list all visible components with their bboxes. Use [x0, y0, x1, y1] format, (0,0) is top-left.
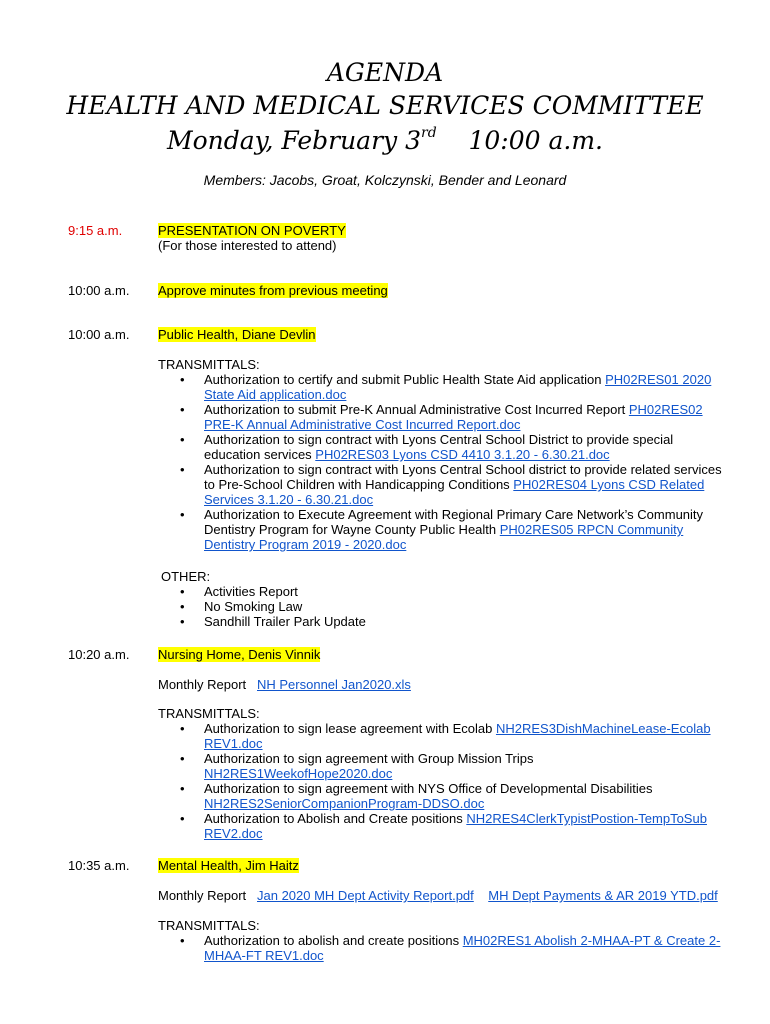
transmittal-item: • Authorization to sign agreement with Group Mission Trips NH2RES1WeekofHope2020.doc [158, 751, 728, 781]
agenda-item-poverty [158, 223, 728, 253]
committee-title: HEALTH AND MEDICAL SERVICES COMMITTEE [66, 91, 704, 120]
mental-health-transmittals [158, 918, 728, 963]
meeting-time: 10:00 a.m. [468, 126, 603, 155]
transmittal-item: • Authorization to abolish and create positions MH02RES1 Abolish 2-MHAA-PT & Create 2-MHAA-FT REV1.doc [158, 933, 728, 963]
document-link[interactable]: NH2RES4ClerkTypistPostion-TempToSub REV2.doc [204, 811, 707, 841]
meeting-date: Monday, February 3 [167, 126, 422, 155]
nursing-home-monthly-report [158, 677, 728, 692]
item-time-nursing-home: 10:20 a.m. [68, 647, 130, 662]
nursing-home-transmittals [158, 706, 728, 841]
document-link[interactable]: PH02RES04 Lyons CSD Related Services 3.1.20 - 6.30.21.doc [204, 477, 705, 507]
item-time-public-health: 10:00 a.m. [68, 327, 130, 342]
transmittal-item: • Authorization to sign contract with Lyons Central School District to provide special education services PH02RES03 Lyons CSD 4410 3.1.20 - 6.30.21.doc [158, 432, 728, 462]
item-title-public-health: Public Health, Diane Devlin [158, 327, 316, 342]
other-item: • No Smoking Law [158, 599, 731, 614]
monthly-report-label: Monthly Report [158, 677, 257, 692]
document-link[interactable]: NH2RES1WeekofHope2020.doc [204, 766, 393, 781]
members-list: Members: Jacobs, Groat, Kolczynski, Bender and Leonard [203, 172, 567, 188]
document-link[interactable]: NH Personnel Jan2020.xls [257, 677, 411, 692]
agenda-item-public-health [158, 327, 728, 342]
transmittal-item: • Authorization to Abolish and Create positions NH2RES4ClerkTypistPostion-TempToSub REV2.doc [158, 811, 728, 841]
document-link[interactable]: PH02RES03 Lyons CSD 4410 3.1.20 - 6.30.21.doc [315, 447, 610, 462]
item-note-poverty: (For those interested to attend) [158, 238, 337, 253]
transmittal-item: • Authorization to sign agreement with NYS Office of Developmental Disabilities NH2RES2SeniorCompanionProgram-DDSO.doc [158, 781, 728, 811]
item-title-minutes: Approve minutes from previous meeting [158, 283, 388, 298]
document-link[interactable]: PH02RES01 2020 State Aid application.doc [204, 372, 712, 402]
agenda-item-minutes [158, 283, 728, 298]
document-link[interactable]: PH02RES02 PRE-K Annual Administrative Cost Incurred Report.doc [204, 402, 703, 432]
meeting-date-time [0, 124, 770, 158]
transmittal-item: • Authorization to certify and submit Public Health State Aid application PH02RES01 2020 State Aid application.doc [158, 372, 728, 402]
monthly-report-label: Monthly Report [158, 888, 257, 903]
document-link[interactable]: MH Dept Payments & AR 2019 YTD.pdf [488, 888, 718, 903]
agenda-item-nursing-home [158, 647, 728, 662]
transmittals-label: TRANSMITTALS: [158, 357, 260, 372]
transmittals-label: TRANSMITTALS: [158, 706, 260, 721]
transmittal-item: • Authorization to sign contract with Lyons Central School district to provide related services to Pre-School Children with Handicapping Conditions PH02RES04 Lyons CSD Related Services 3.1.20 - 6.30.21.doc [158, 462, 728, 507]
document-link[interactable]: NH2RES3DishMachineLease-Ecolab REV1.doc [204, 721, 711, 751]
document-link[interactable]: NH2RES2SeniorCompanionProgram-DDSO.doc [204, 796, 485, 811]
document-link[interactable]: Jan 2020 MH Dept Activity Report.pdf [257, 888, 474, 903]
document-link[interactable]: PH02RES05 RPCN Community Dentistry Program 2019 - 2020.doc [204, 522, 684, 552]
public-health-other [161, 569, 731, 629]
public-health-transmittals [158, 357, 728, 552]
transmittal-item: • Authorization to submit Pre-K Annual Administrative Cost Incurred Report PH02RES02 PRE-K Annual Administrative Cost Incurred Report.doc [158, 402, 728, 432]
agenda-title: AGENDA [326, 58, 444, 87]
document-link[interactable]: MH02RES1 Abolish 2-MHAA-PT & Create 2-MHAA-FT REV1.doc [204, 933, 721, 963]
agenda-item-mental-health [158, 858, 728, 873]
other-label: OTHER: [161, 569, 211, 584]
date-suffix: rd [421, 125, 437, 141]
transmittals-label: TRANSMITTALS: [158, 918, 260, 933]
item-title-nursing-home: Nursing Home, Denis Vinnik [158, 647, 321, 662]
transmittal-item: • Authorization to Execute Agreement with Regional Primary Care Network’s Community Dentistry Program for Wayne County Public Health PH02RES05 RPCN Community Dentistry Program 2019 - 2020.doc [158, 507, 728, 552]
item-title-poverty: PRESENTATION ON POVERTY [158, 223, 346, 238]
other-item: • Activities Report [158, 584, 731, 599]
transmittal-item: • Authorization to sign lease agreement with Ecolab NH2RES3DishMachineLease-Ecolab REV1.doc [158, 721, 728, 751]
other-item: • Sandhill Trailer Park Update [158, 614, 731, 629]
item-time-poverty: 9:15 a.m. [68, 223, 123, 238]
item-time-mental-health: 10:35 a.m. [68, 858, 130, 873]
item-title-mental-health: Mental Health, Jim Haitz [158, 858, 299, 873]
mental-health-monthly-report [158, 888, 728, 903]
item-time-minutes: 10:00 a.m. [68, 283, 130, 298]
